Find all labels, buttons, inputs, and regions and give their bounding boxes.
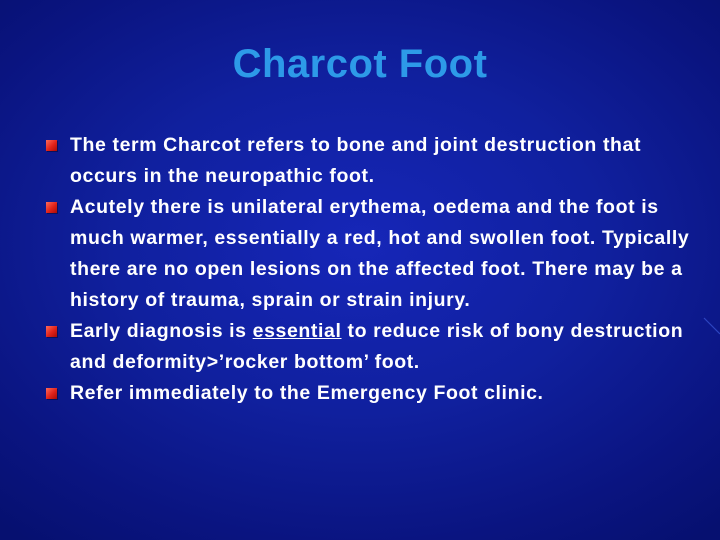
red-square-bullet-icon: [46, 326, 57, 337]
bullet-text: Refer immediately to the Emergency Foot clinic.: [70, 382, 544, 404]
bullet-item-charcot-definition: [46, 130, 696, 192]
bullet-item-early-diagnosis: [46, 316, 696, 378]
bullet-text-after: to reduce risk of bony destruction and deformity>’rocker bottom’ foot.: [70, 320, 684, 373]
bullet-text: The term Charcot refers to bone and joint destruction that occurs in the neuropathic foot.: [70, 134, 642, 187]
red-square-bullet-icon: [46, 388, 57, 399]
bullet-list: [46, 130, 696, 409]
bullet-text: Acutely there is unilateral erythema, oedema and the foot is much warmer, essentially a red, hot and swollen foot. Typically there are no open lesions on the affected foot. There may be a history of trauma, sprain or strain injury.: [70, 196, 690, 311]
bullet-item-acute-presentation: [46, 192, 696, 316]
bullet-text-before: Early diagnosis is: [70, 320, 253, 342]
bullet-text-emphasis: essential: [252, 320, 342, 342]
bullet-item-referral: [46, 378, 696, 409]
red-square-bullet-icon: [46, 202, 57, 213]
slide-title: Charcot Foot: [232, 42, 488, 86]
red-square-bullet-icon: [46, 140, 57, 151]
